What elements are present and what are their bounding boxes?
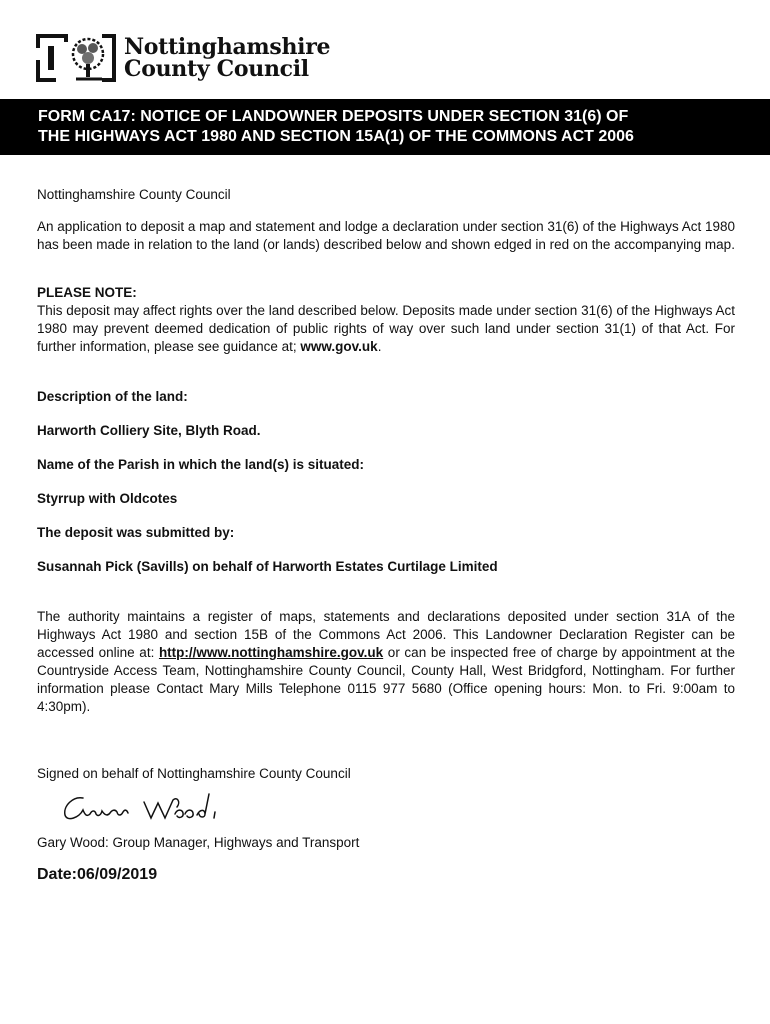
council-logo [36, 34, 330, 82]
notice-date: Date:06/09/2019 [37, 866, 158, 883]
register-paragraph [37, 608, 735, 716]
council-crest-icon [36, 34, 116, 82]
parish-value: Styrrup with Oldcotes [37, 491, 178, 506]
note-heading: PLEASE NOTE: [37, 285, 137, 300]
signature [59, 788, 249, 828]
parish-label: Name of the Parish in which the land(s) is situated: [37, 457, 365, 472]
form-title-banner [0, 99, 770, 155]
intro-paragraph: An application to deposit a map and statement and lodge a declaration under section 31(6) of the Highways Act 1980 has been made in relation to the land (or lands) described below and shown edged in red on the accompanying map. [37, 219, 735, 252]
form-title-line2: THE HIGHWAYS ACT 1980 AND SECTION 15A(1) OF THE COMMONS ACT 2006 [38, 128, 634, 145]
council-name [124, 36, 330, 80]
council-heading: Nottinghamshire County Council [37, 187, 231, 202]
council-name-line1: Nottinghamshire [124, 34, 331, 60]
register-link[interactable]: http://www.nottinghamshire.gov.uk [158, 645, 384, 660]
note-end: . [377, 339, 382, 354]
council-name-line2: County Council [124, 56, 309, 82]
register-text-1: The authority maintains a register of maps, statements and declarations deposited under section 31A of the Highways Act 1980 and section 15B of the Commons Act 2006. This Landowner Declaration Register can be accessed online at: [37, 609, 735, 660]
notice-body [37, 186, 735, 885]
land-description-label: Description of the land: [37, 389, 188, 404]
land-description-value: Harworth Colliery Site, Blyth Road. [37, 423, 261, 438]
note-paragraph [37, 302, 735, 356]
submitted-by-value: Susannah Pick (Savills) on behalf of Harworth Estates Curtilage Limited [37, 559, 498, 574]
note-text: This deposit may affect rights over the land described below. Deposits made under section 31(6) of the Highways Act 1980 may prevent deemed dedication of public rights of way over such land under section 31(1) of that Act. For further information, please see guidance at; [37, 303, 735, 354]
guidance-link[interactable]: www.gov.uk [300, 339, 378, 354]
register-text-2: or can be inspected free of charge by appointment at the Countryside Access Team, Nottinghamshire County Council, County Hall, West Bridgford, Nottingham. For further information please Contact Mary Mills Telephone 0115 977 5680 (Office opening hours: Mon. to Fri. 9:00am to 4:30pm). [37, 645, 735, 714]
submitted-by-label: The deposit was submitted by: [37, 525, 235, 540]
signatory-name: Gary Wood: Group Manager, Highways and Transport [37, 835, 360, 850]
form-title-line1: FORM CA17: NOTICE OF LANDOWNER DEPOSITS UNDER SECTION 31(6) OF [38, 108, 629, 125]
signed-on-behalf: Signed on behalf of Nottinghamshire County Council [37, 766, 351, 781]
